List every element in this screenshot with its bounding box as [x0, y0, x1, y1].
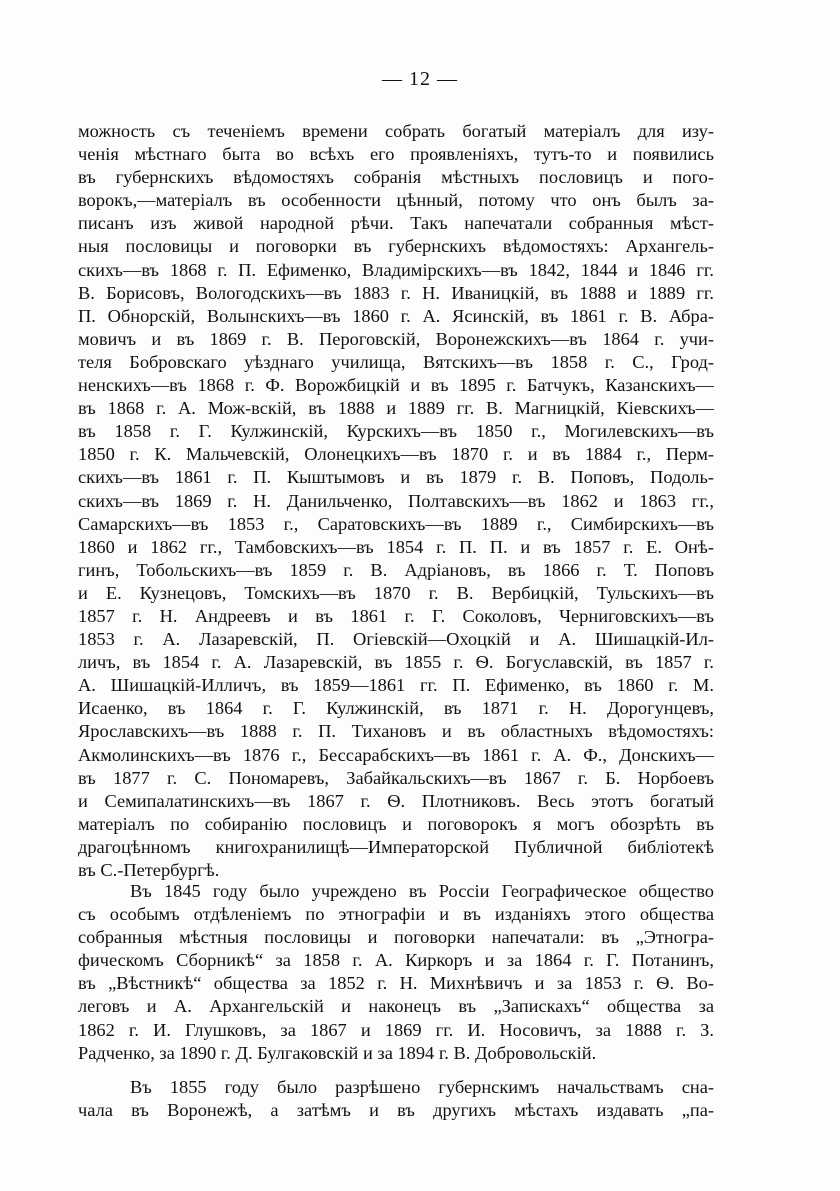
text-line: 1853 г. А. Лазаревскій, П. Огіевскій—Охоцкій и А. Шишацкій-Ил-: [78, 629, 714, 650]
paragraph-1: [78, 120, 714, 882]
text-line: мовичъ и въ 1869 г. В. Пероговскій, Воронежскихъ—въ 1864 г. учи-: [78, 328, 714, 349]
text-line: съ особымъ отдѣленіемъ по этнографіи и въ изданіяхъ этого общества: [78, 904, 714, 925]
paragraph-2: [78, 880, 714, 1065]
page-number: — 12 —: [382, 68, 458, 90]
text-line: 1857 г. Н. Андреевъ и въ 1861 г. Г. Соколовъ, Черниговскихъ—въ: [78, 605, 714, 626]
text-line: въ „Вѣстникѣ“ общества за 1852 г. Н. Михнѣвичъ и за 1853 г. Ѳ. Во-: [78, 973, 714, 994]
text-line: и Семипалатинскихъ—въ 1867 г. Ѳ. Плотниковъ. Весь этотъ богатый: [78, 790, 714, 811]
text-line: В. Борисовъ, Вологодскихъ—въ 1883 г. Н. Иваницкій, въ 1888 и 1889 гг.: [78, 282, 714, 303]
text-line: теля Бобровскаго уѣзднаго училища, Вятскихъ—въ 1858 г. С., Грод-: [78, 351, 714, 372]
text-line: Въ 1855 году было разрѣшено губернскимъ начальствамъ сна-: [130, 1077, 714, 1097]
paragraph-3: [78, 1076, 714, 1122]
text-line: Акмолинскихъ—въ 1876 г., Бессарабскихъ—въ 1861 г. А. Ф., Донскихъ—: [78, 744, 714, 765]
text-line: въ губернскихъ вѣдомостяхъ собранія мѣстныхъ пословицъ и пого-: [78, 167, 714, 188]
text-line: и Е. Кузнецовъ, Томскихъ—въ 1870 г. В. Вербицкій, Тульскихъ—въ: [78, 582, 714, 603]
text-line: въ С.-Петербургѣ.: [78, 860, 220, 880]
text-line: матеріалъ по собиранію пословицъ и поговорокъ я могъ обозрѣть въ: [78, 813, 714, 834]
text-line: въ 1868 г. А. Мож-вскій, въ 1888 и 1889 гг. В. Магницкій, Кіевскихъ—: [78, 398, 714, 419]
text-line: П. Обнорскій, Волынскихъ—въ 1860 г. А. Ясинскій, въ 1861 г. В. Абра-: [78, 305, 714, 326]
text-line: ныя пословицы и поговорки въ губернскихъ вѣдомостяхъ: Архангель-: [78, 236, 714, 257]
text-line: собранныя мѣстныя пословицы и поговорки напечатали: въ „Этногра-: [78, 927, 714, 948]
text-line: Ярославскихъ—въ 1888 г. П. Тихановъ и въ областныхъ вѣдомостяхъ:: [78, 721, 714, 742]
text-line: Самарскихъ—въ 1853 г., Саратовскихъ—въ 1889 г., Симбирскихъ—въ: [78, 513, 714, 534]
text-line: леговъ и А. Архангельскій и наконецъ въ „Запискахъ“ общества за: [78, 996, 714, 1017]
text-line: драгоцѣнномъ книгохранилищѣ—Императорской Публичной библіотекѣ: [78, 836, 714, 857]
text-line: въ 1877 г. С. Пономаревъ, Забайкальскихъ—въ 1867 г. Б. Норбоевъ: [78, 767, 714, 788]
text-line: въ 1858 г. Г. Кулжинскій, Курскихъ—въ 1850 г., Могилевскихъ—въ: [78, 421, 714, 442]
text-line: фическомъ Сборникѣ“ за 1858 г. А. Киркоръ и за 1864 г. Г. Потанинъ,: [78, 950, 714, 971]
text-line: чала въ Воронежѣ, а затѣмъ и въ другихъ мѣстахъ издавать „па-: [78, 1100, 714, 1121]
text-line: скихъ—въ 1861 г. П. Кыштымовъ и въ 1879 г. В. Поповъ, Подоль-: [78, 467, 714, 488]
text-line: 1862 г. И. Глушковъ, за 1867 и 1869 гг. И. Носовичъ, за 1888 г. З.: [78, 1019, 714, 1040]
text-line: 1860 и 1862 гг., Тамбовскихъ—въ 1854 г. П. П. и въ 1857 г. Е. Онѣ-: [78, 536, 714, 557]
text-line: 1850 г. К. Мальчевскій, Олонецкихъ—въ 1870 г. и въ 1884 г., Перм-: [78, 444, 714, 465]
text-line: скихъ—въ 1868 г. П. Ефименко, Владимірскихъ—въ 1842, 1844 и 1846 гг.: [78, 259, 714, 280]
text-line: Въ 1845 году было учреждено въ Россіи Географическое общество: [130, 881, 714, 901]
text-line: ворокъ,—матеріалъ въ особенности цѣнный, потому что онъ былъ за-: [78, 190, 714, 211]
text-line: можность съ теченіемъ времени собрать богатый матеріалъ для изу-: [78, 121, 714, 141]
text-line: писанъ изъ живой народной рѣчи. Такъ напечатали собранныя мѣст-: [78, 213, 714, 234]
text-line: скихъ—въ 1869 г. Н. Данильченко, Полтавскихъ—въ 1862 и 1863 гг.,: [78, 490, 714, 511]
text-line: гинъ, Тобольскихъ—въ 1859 г. В. Адріановъ, въ 1866 г. Т. Поповъ: [78, 559, 714, 580]
text-line: личъ, въ 1854 г. А. Лазаревскій, въ 1855 г. Ѳ. Богуславскій, въ 1857 г.: [78, 652, 714, 673]
text-line: ненскихъ—въ 1868 г. Ф. Ворожбицкій и въ 1895 г. Батчукъ, Казанскихъ—: [78, 375, 714, 396]
text-line: Исаенко, въ 1864 г. Г. Кулжинскій, въ 1871 г. Н. Дорогунцевъ,: [78, 698, 714, 719]
text-line: ченія мѣстнаго быта во всѣхъ его проявленіяхъ, тутъ-то и появились: [78, 144, 714, 165]
text-line: А. Шишацкій-Илличъ, въ 1859—1861 гг. П. Ефименко, въ 1860 г. М.: [78, 675, 714, 696]
text-line: Радченко, за 1890 г. Д. Булгаковскій и за 1894 г. В. Добровольскій.: [78, 1042, 597, 1063]
